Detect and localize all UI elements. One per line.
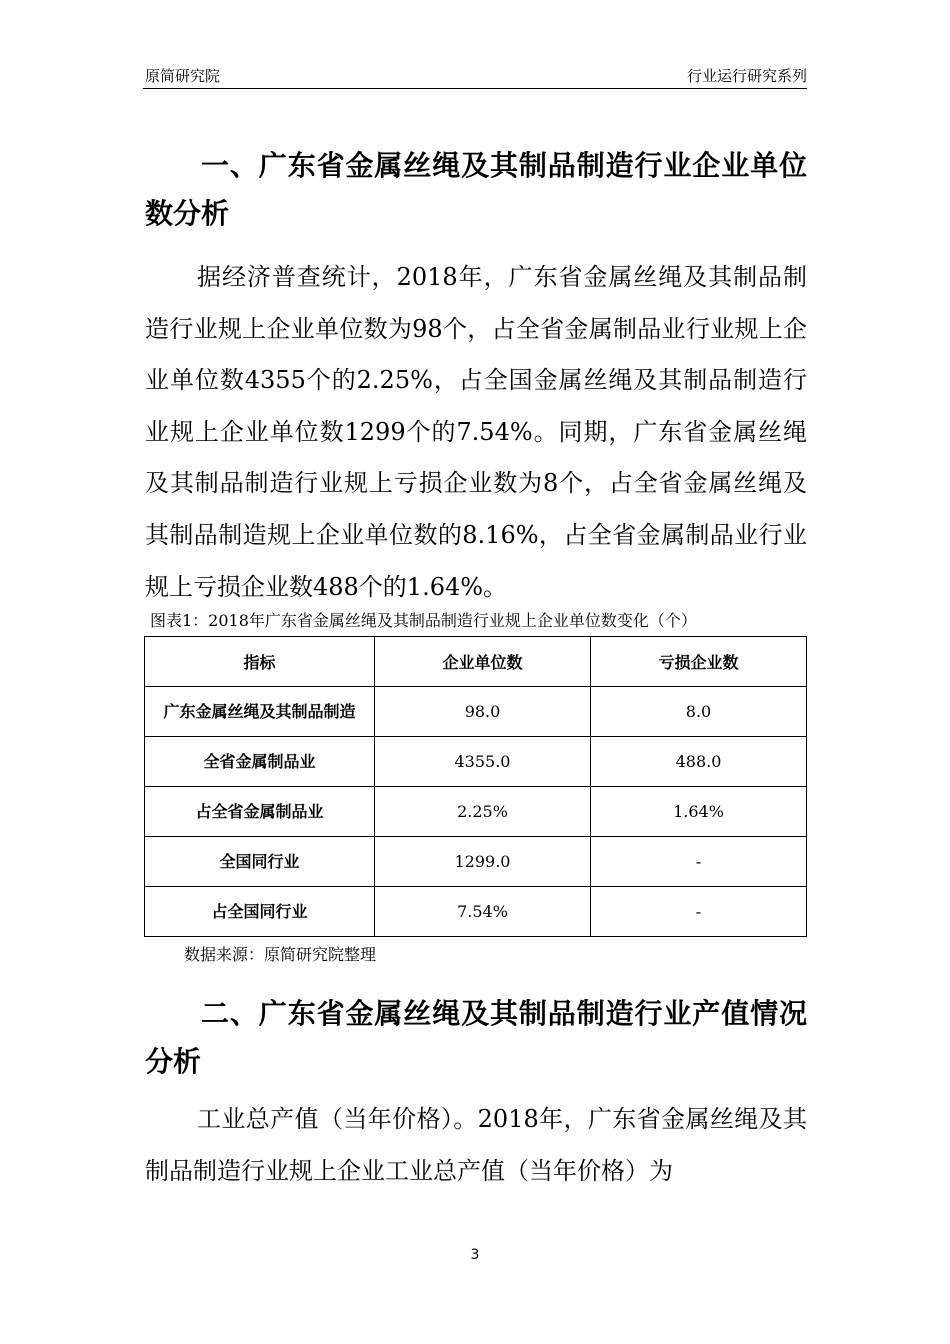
- loss-count-cell: -: [591, 887, 807, 937]
- table-header-row: [145, 637, 807, 687]
- table-row: [145, 787, 807, 837]
- table-caption: 图表1：2018年广东省金属丝绳及其制品制造行业规上企业单位数变化（个）: [150, 611, 697, 630]
- enterprise-count-cell: 98.0: [375, 687, 591, 737]
- section1-heading: 一、广东省金属丝绳及其制品制造行业企业单位数分析: [145, 149, 807, 230]
- table-header-cell: 亏损企业数: [591, 637, 807, 687]
- table-row: [145, 837, 807, 887]
- enterprise-count-cell: 7.54%: [375, 887, 591, 937]
- loss-count-cell: 488.0: [591, 737, 807, 787]
- header-org-name: 原简研究院: [145, 67, 221, 85]
- header-divider: [143, 88, 807, 89]
- table-header-cell: 企业单位数: [375, 637, 591, 687]
- section1-paragraph: 据经济普查统计，2018年，广东省金属丝绳及其制品制造行业规上企业单位数为98个，占全省金属制品业行业规上企业单位数4355个的2.25%，占全国金属丝绳及其制品制造行业规上企业单位数1299个的7.54%。同期，广东省金属丝绳及其制品制造行业规上亏损企业数为8个，占全省金属丝绳及其制品制造规上企业单位数的8.16%，占全省金属制品业行业规上亏损企业数488个的1.64%。: [145, 263, 807, 601]
- enterprise-count-table: [144, 636, 807, 937]
- table-row: [145, 687, 807, 737]
- section2-heading: 二、广东省金属丝绳及其制品制造行业产值情况分析: [145, 997, 807, 1078]
- row-label: 全省金属制品业: [145, 737, 375, 787]
- row-label: 占全国同行业: [145, 887, 375, 937]
- header-series-name: 行业运行研究系列: [686, 67, 807, 85]
- row-label: 广东金属丝绳及其制品制造: [145, 687, 375, 737]
- loss-count-cell: -: [591, 837, 807, 887]
- table-row: [145, 887, 807, 937]
- row-label: 占全省金属制品业: [145, 787, 375, 837]
- page-number: 3: [470, 1247, 480, 1263]
- enterprise-count-cell: 2.25%: [375, 787, 591, 837]
- loss-count-cell: 8.0: [591, 687, 807, 737]
- table-source-note: 数据来源：原简研究院整理: [184, 945, 377, 964]
- table-header-cell: 指标: [145, 637, 375, 687]
- enterprise-count-cell: 4355.0: [375, 737, 591, 787]
- enterprise-count-cell: 1299.0: [375, 837, 591, 887]
- table-row: [145, 737, 807, 787]
- section2-paragraph: 工业总产值（当年价格）。2018年，广东省金属丝绳及其制品制造行业规上企业工业总产值（当年价格）为: [145, 1105, 807, 1185]
- row-label: 全国同行业: [145, 837, 375, 887]
- loss-count-cell: 1.64%: [591, 787, 807, 837]
